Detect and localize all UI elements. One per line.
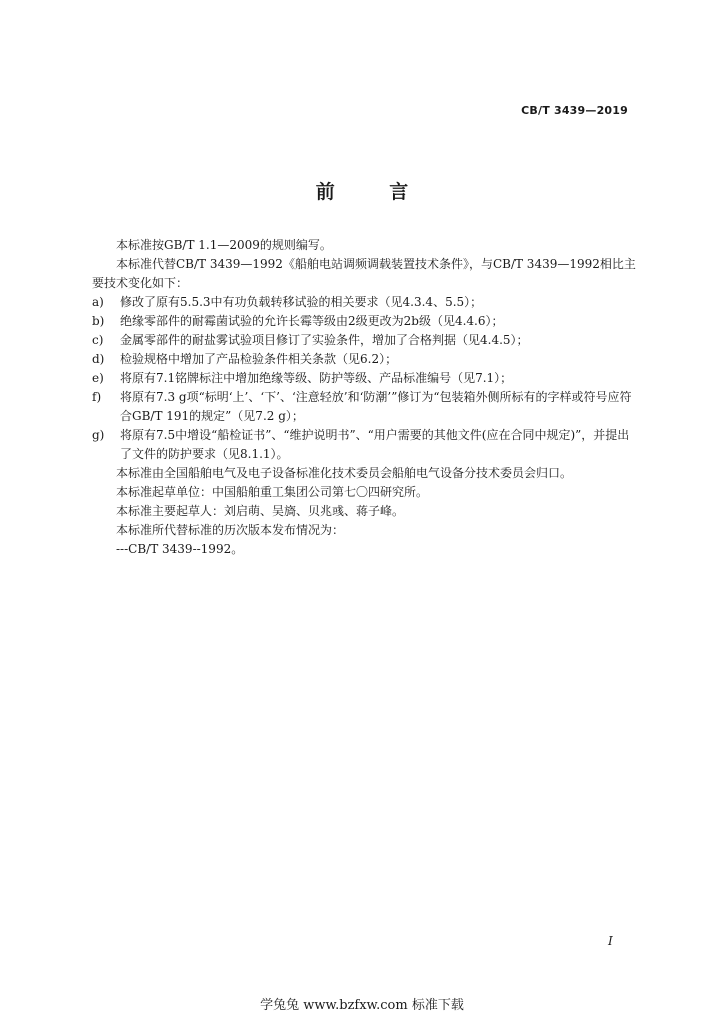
change-item-text: 金属零部件的耐盐雾试验项目修订了实验条件，增加了合格判据（见4.4.5）； (120, 333, 529, 347)
change-item (92, 350, 640, 369)
change-item (92, 293, 640, 312)
change-item-text: 绝缘零部件的耐霉菌试验的允许长霉等级由2级更改为2b级（见4.4.6）； (120, 314, 504, 328)
outro-paragraph: 本标准所代替标准的历次版本发布情况为： (116, 523, 345, 537)
change-item (92, 369, 640, 388)
outro-paragraph: 本标准主要起草人：刘启萌、吴旖、贝兆彧、蒋子峰。 (116, 504, 405, 518)
change-item (92, 388, 640, 426)
change-item-text: 检验规格中增加了产品检验条件相关条款（见6.2）； (120, 352, 398, 366)
change-item-mark: c) (92, 333, 104, 347)
change-item (92, 426, 640, 464)
change-item-mark: b) (92, 314, 105, 328)
change-item-mark: g) (92, 428, 105, 442)
page-number: I (608, 934, 613, 948)
change-item-text: 将原有7.1铭牌标注中增加绝缘等级、防护等级、产品标准编号（见7.1）； (120, 371, 513, 385)
change-item-mark: f) (92, 390, 102, 404)
page-title: 前 言 (315, 181, 433, 203)
intro-paragraph: 本标准代替CB/T 3439—1992《船舶电站调频调载装置技术条件》，与CB/T 3439—1992相比主要技术变化如下： (92, 257, 636, 290)
footer-watermark: 学兔兔 www.bzfxw.com 标准下载 (260, 998, 464, 1013)
intro-paragraph: 本标准按GB/T 1.1—2009的规则编写。 (116, 238, 332, 252)
change-item (92, 312, 640, 331)
outro-paragraph: 本标准由全国船舶电气及电子设备标准化技术委员会船舶电气设备分技术委员会归口。 (116, 466, 573, 480)
document-body (92, 236, 640, 559)
change-item-text: 将原有7.5中增设“船检证书”、“维护说明书”、“用户需要的其他文件(应在合同中规定)”，并提出了文件的防护要求（见8.1.1）。 (120, 428, 630, 461)
outro-paragraph: ---CB/T 3439--1992。 (116, 542, 244, 556)
outro-paragraph: 本标准起草单位：中国船舶重工集团公司第七〇四研究所。 (116, 485, 429, 499)
change-item-mark: e) (92, 371, 104, 385)
change-item (92, 331, 640, 350)
change-item-text: 将原有7.3 g项“标明‘上’、‘下’、‘注意轻放’和‘防潮’”修订为“包装箱外侧所标有的字样或符号应符合GB/T 191的规定”（见7.2 g）； (120, 390, 632, 423)
change-item-mark: d) (92, 352, 105, 366)
document-code: CB/T 3439—2019 (521, 104, 628, 117)
change-item-text: 修改了原有5.5.3中有功负载转移试验的相关要求（见4.3.4、5.5）； (120, 295, 483, 309)
change-item-mark: a) (92, 295, 104, 309)
